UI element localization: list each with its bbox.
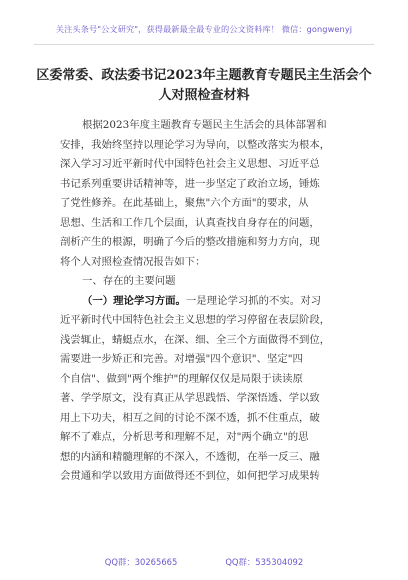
- body-text: 一是理论学习抓的不实。对习: [185, 294, 321, 307]
- body-line: 浅尝辄止，蜻蜓点水，在深、细、全三个方面做得不到位，: [60, 333, 331, 346]
- body-line: 思想、生活和工作几个层面，认真查找自身存在的问题，: [60, 216, 320, 229]
- body-line: 一、存在的主要问题: [82, 275, 176, 287]
- body-line: 深入学习习近平新时代中国特色社会主义思想、习近平总: [60, 158, 320, 170]
- body-line: 会贯通和学以致用方面做得还不到位，如何把学习成果转: [60, 470, 320, 482]
- footer-contacts: [0, 556, 408, 570]
- body-line: 近平新时代中国特色社会主义思想的学习停留在表层阶段，: [60, 314, 331, 326]
- body-line: 想的内涵和精髓理解的不深入，不透彻，在举一反三、融: [60, 450, 320, 463]
- body-line: 著、学学原文，没有真正从学思践悟、学深悟透、学以致: [60, 392, 320, 404]
- body-line: 将个人对照检查情况报告如下：: [60, 255, 206, 268]
- footer-qq-group-1: QQ群：30265665: [104, 557, 178, 567]
- body-line: 剖析产生的根源，明确了今后的整改措施和努力方向，现: [60, 236, 320, 248]
- section-heading: （一）理论学习方面。: [82, 294, 186, 307]
- title-line-1: 区委常委、政法委书记2023年主题教育专题民主生活会个: [36, 68, 372, 83]
- body-line: 个自信"、做到"两个维护"的理解仅仅是局限于读读原: [60, 372, 303, 385]
- body-line: 用上下功夫，相互之间的讨论不深不透，抓不住重点，破: [60, 411, 320, 424]
- title-line-2: 人对照检查材料: [158, 87, 250, 103]
- body-line: 安排，我始终坚持以理论学习为导向，以整改落实为根本，: [60, 138, 331, 151]
- header-notice: 关注头条号"公文研究"，获得最新最全最专业的公文资料库！ 微信：gongwenyj: [55, 24, 353, 34]
- body-line: [60, 292, 348, 312]
- body-line: 书记系列重要讲话精神等，进一步坚定了政治立场，锤炼: [60, 177, 320, 190]
- header-divider: [34, 44, 374, 45]
- document-title: [34, 64, 374, 103]
- body-line: 需要进一步矫正和完善。对增强"四个意识"、坚定"四: [60, 353, 303, 365]
- document-body: [60, 116, 348, 487]
- body-line: 了党性修养。在此基础上，聚焦"六个方面"的要求，从: [60, 197, 309, 209]
- footer-qq-group-2: QQ群：535304092: [225, 557, 304, 567]
- body-line: 解不了难点，分析思考和理解不足，对"两个确立"的思: [60, 431, 309, 443]
- body-line: 根据2023年度主题教育专题民主生活会的具体部署和: [82, 119, 327, 131]
